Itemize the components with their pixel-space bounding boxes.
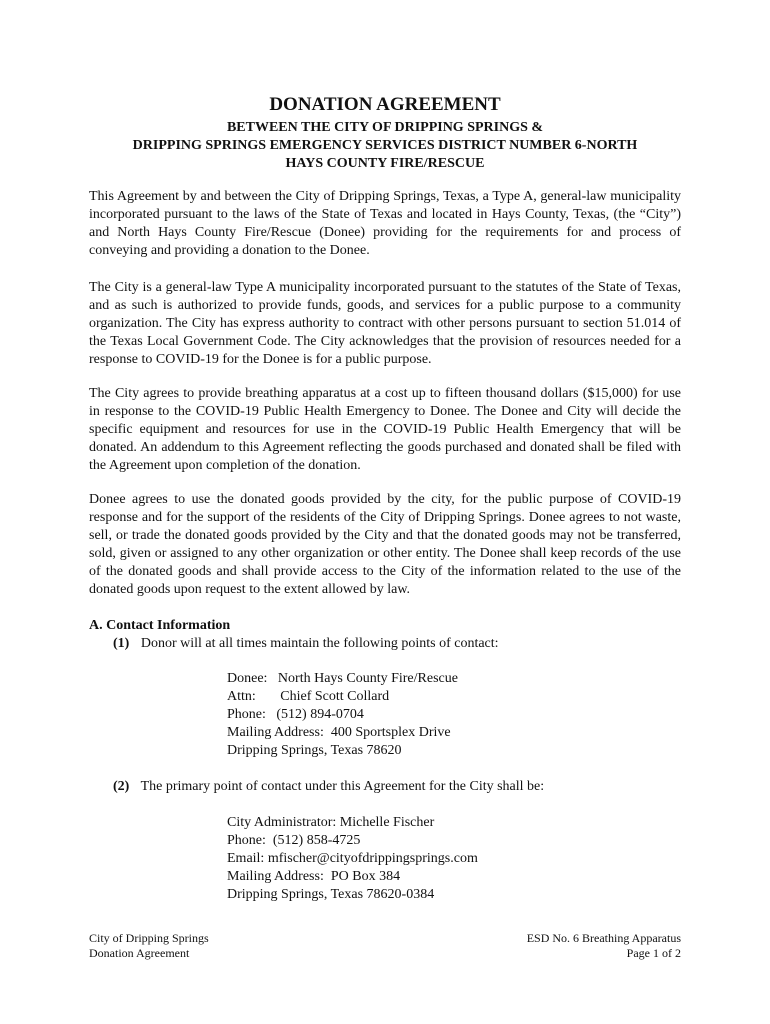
document-subtitle xyxy=(60,119,710,173)
paragraph-authority xyxy=(89,279,681,369)
donee-contact-line: Phone: (512) 894-0704 xyxy=(227,707,364,722)
paragraph-text: This Agreement by and between the City of Dripping Springs, Texas, a Type A, general-law municipality incorporated pursuant to the laws of the State of Texas and located in Hays County, Texas, (the “City”) and North Hays County Fire/Rescue (Donee) providing for the requirements for and process of conveying and providing a donation to the Donee. xyxy=(89,189,681,258)
donee-contact-line: Attn: Chief Scott Collard xyxy=(227,689,390,704)
section-heading-contact-information: A. Contact Information xyxy=(89,618,231,633)
city-contact-line: City Administrator: Michelle Fischer xyxy=(227,815,435,830)
subtitle-line: HAYS COUNTY FIRE/RESCUE xyxy=(285,156,485,171)
paragraph-text: The City is a general-law Type A municipality incorporated pursuant to the statutes of the State of Texas, and as such is authorized to provide funds, goods, and services for a public purpose to a community organization. The City has express authority to contract with other persons pursuant to section 51.014 of the Texas Local Government Code. The City acknowledges that the provision of resources needed for a response to COVID-19 for the Donee is for a public purpose. xyxy=(89,280,681,367)
city-contact-block xyxy=(227,814,478,904)
subtitle-line: DRIPPING SPRINGS EMERGENCY SERVICES DISTRICT NUMBER 6-NORTH xyxy=(132,138,638,153)
city-contact-line: Mailing Address: PO Box 384 xyxy=(227,869,401,884)
paragraph-text: Donee agrees to use the donated goods provided by the city, for the public purpose of COVID-19 response and for the support of the residents of the City of Dripping Springs. Donee agrees to not waste, sell, or trade the donated goods provided by the City and that the donated goods may not be transferred, sold, given or assigned to any other organization or other entity. The Donee shall keep records of the use of the donated goods and shall provide access to the City of the information related to the use of the donated goods upon request to the extent allowed by law. xyxy=(89,492,681,597)
footer-left xyxy=(89,931,209,961)
footer-line: City of Dripping Springs xyxy=(89,931,209,945)
paragraph-donee-obligations xyxy=(89,491,681,599)
subtitle-line: BETWEEN THE CITY OF DRIPPING SPRINGS & xyxy=(226,120,544,135)
footer-line: ESD No. 6 Breathing Apparatus xyxy=(526,931,681,945)
document-title: DONATION AGREEMENT xyxy=(269,94,501,115)
paragraph-parties xyxy=(89,188,681,260)
donee-contact-line: Donee: North Hays County Fire/Rescue xyxy=(227,671,458,686)
city-contact-line: Phone: (512) 858-4725 xyxy=(227,833,361,848)
footer-right xyxy=(527,931,681,961)
item-number: (2) xyxy=(113,779,130,794)
contact-item-donor xyxy=(113,635,499,653)
city-contact-email: Email: mfischer@cityofdrippingsprings.com xyxy=(227,851,478,866)
footer-line: Donation Agreement xyxy=(89,946,190,960)
paragraph-donation xyxy=(89,385,681,475)
item-number: (1) xyxy=(113,636,130,651)
item-text: The primary point of contact under this Agreement for the City shall be: xyxy=(140,779,545,794)
page-number: Page 1 of 2 xyxy=(626,946,681,960)
donee-contact-line: Dripping Springs, Texas 78620 xyxy=(227,743,402,758)
item-text: Donor will at all times maintain the following points of contact: xyxy=(140,636,499,651)
contact-item-city xyxy=(113,778,544,796)
paragraph-text: The City agrees to provide breathing apparatus at a cost up to fifteen thousand dollars ($15,000) for use in response to the COVID-19 Public Health Emergency to Donee. The Donee and City will decide the specific equipment and resources for use in the COVID-19 Public Health Emergency that will be donated. An addendum to this Agreement reflecting the goods purchased and donated shall be filed with the Agreement upon completion of the donation. xyxy=(89,386,681,473)
donee-contact-block xyxy=(227,670,458,760)
donee-contact-line: Mailing Address: 400 Sportsplex Drive xyxy=(227,725,451,740)
city-contact-line: Dripping Springs, Texas 78620-0384 xyxy=(227,887,435,902)
